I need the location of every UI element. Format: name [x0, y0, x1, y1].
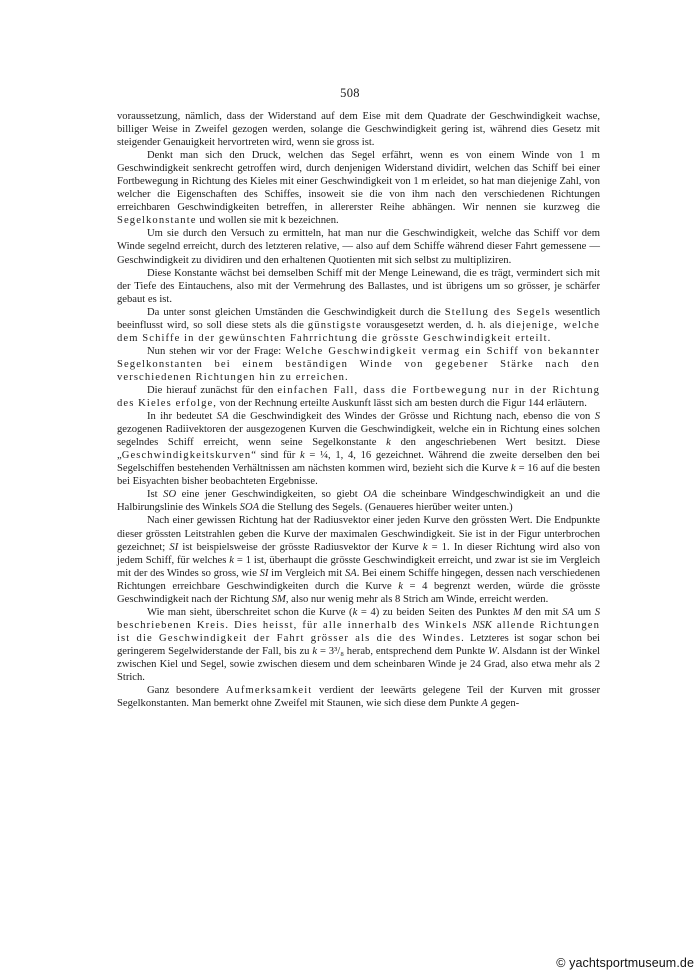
math-symbol: k: [312, 645, 318, 657]
page-number: 508: [340, 86, 360, 100]
paragraph: [117, 488, 600, 514]
text-run: = 4 begrenzt werden, würde die grösste Geschwindigkeit nach der Richtung: [117, 580, 601, 605]
math-symbol: k: [422, 541, 428, 553]
text-run: um: [573, 606, 595, 618]
paragraph: [117, 306, 600, 345]
text-run: von der Rechnung erteilte Auskunft lässt sich am besten durch die Figur 144 erläutern.: [217, 398, 587, 410]
math-symbol: SOA: [239, 502, 260, 514]
text-run: den mit: [522, 606, 563, 618]
spaced-term: Geschwindigkeitskurven: [121, 450, 252, 462]
math-symbol: NSK: [472, 619, 492, 631]
text-run: = 1 ist, überhaupt die grösste Geschwindigkeit erreicht, und zwar ist sie im Vergleich mit der des Windes so gross, wie: [117, 554, 601, 579]
math-symbol: SA: [216, 411, 229, 423]
paragraph: [117, 410, 600, 488]
math-symbol: OA: [363, 489, 378, 501]
text-run: die Geschwindigkeit des Windes der Grösse und Richtung nach, ebenso die von: [228, 411, 595, 423]
text-run: , also nur wenig mehr als 8 Strich am Winde, erreicht werden.: [285, 593, 549, 605]
math-symbol: A: [481, 698, 488, 710]
math-symbol: SI: [169, 541, 179, 553]
math-symbol: k: [300, 450, 305, 462]
text-run: In ihr bedeutet: [147, 411, 217, 423]
math-symbol: k: [386, 437, 391, 449]
spaced-term: diejenige, welche dem Schiffe in der gewünschten Fahrrichtung die grösste Geschwindigkeit erteilt.: [117, 319, 600, 344]
text-run: die Stellung des Segels. (Genaueres hierüber weiter unten.): [259, 502, 513, 514]
spaced-term: Aufmerksamkeit: [225, 685, 313, 697]
math-symbol: SA: [562, 606, 574, 618]
spaced-term: Segelkonstante: [117, 215, 197, 227]
watermark: © yachtsportmuseum.de: [556, 956, 694, 970]
text-run: Um sie durch den Versuch zu ermitteln, hat man nur die Geschwindigkeit, welche das Schiff vor dem Winde segelnd erreicht, durch des letzteren relative, — also auf dem Schiffe während dieser Fahrt gemessene — Geschwindigkeit zu dividiren und den erhaltenen Quotienten mit sich selbst zu multipliziren.: [117, 228, 600, 266]
text-run: verdient der leewärts gelegene Teil der Kurven mit grosser Segelkonstanten. Man bemerkt ohne Zweifel mit Staunen, wie sich diese dem Punkte: [117, 685, 601, 710]
math-symbol: M: [513, 606, 523, 618]
math-symbol: SO: [163, 489, 177, 501]
paragraph: [117, 110, 600, 149]
text-run: “ sind für: [251, 450, 301, 462]
math-symbol: W: [488, 645, 497, 657]
paragraph: [117, 267, 600, 306]
text-run: = ¼, 1, 4, 16 gezeichnet. Während die zweite derselben den bei Segelschiffen bestehenden Verhältnissen am nächsten kommen wird, bezieht sich die Kurve: [117, 450, 600, 475]
text-run: = 4) zu beiden Seiten des Punktes: [357, 606, 514, 618]
text-run: Letzteres ist sogar schon bei geringerem Segelwiderstande der Fall, bis zu: [117, 632, 600, 657]
math-symbol: k: [229, 554, 234, 566]
text-run: Denkt man sich den Druck, welchen das Segel erfährt, wenn es von einem Winde von 1 m Geschwindigkeit senkrecht getroffen wird, durch denjenigen Widerstand dividirt, welchen das Schiff bei einer Fortbewegung in Richtung des Kieles mit einer Geschwindigkeit von 1 m erleidet, so hat man diejenige Zahl, von welcher die Eigenschaften des Schiffes, insoweit sie die von ihm nach den verschiedenen Richtungen erreichbaren Geschwindigkeiten betreffen, in allererster Reihe abhängen. Wir nennen sie kurzweg die: [117, 150, 600, 214]
text-run: = 16 auf die besten bei Eisyachten bisher beobachteten Ergebnisse.: [117, 463, 600, 488]
math-symbol: k: [511, 463, 516, 475]
spaced-term: beschriebenen Kreis. Dies heisst, für alle innerhalb des Winkels: [117, 619, 473, 631]
text-run: = 1. In dieser Richtung wird also von jedem Schiff, für welches: [117, 541, 601, 566]
text-run: im Vergleich mit: [268, 567, 345, 579]
text-run: wesentlich beeinflusst wird, so soll diese stets als die: [117, 306, 601, 331]
spaced-term: Stellung des Segels: [444, 306, 551, 318]
text-run: eine jener Geschwindigkeiten, so giebt: [176, 489, 364, 501]
text-run: gezogenen Radiivektoren der ausgezogenen Kurven die Geschwindigkeit, welche ein in Richtung eines solchen segelndes Schiff erreicht, wenn seine Segelkonstante: [117, 424, 600, 449]
spaced-term: allende Richtungen ist die Geschwindigkeit der Fahrt grösser als die des Windes.: [117, 619, 600, 644]
text-run: Die hierauf zunächst für den: [147, 384, 278, 396]
body-text: [117, 110, 600, 710]
paragraph: [117, 227, 600, 266]
text-run: Ist: [147, 489, 164, 501]
text-run: Nun stehen wir vor der Frage:: [147, 345, 286, 357]
math-symbol: SA: [344, 567, 357, 579]
paragraph: [117, 384, 600, 410]
text-run: Nach einer gewissen Richtung hat der Radiusvektor einer jeden Kurve den grössten Wert. Die Endpunkte dieser grössten Leitstrahlen geben die Kurve der maximalen Geschwindigkeit. Sie ist in der Figur unterbrochen gezeichnet;: [117, 515, 600, 553]
paragraph: [117, 149, 600, 227]
text-run: die scheinbare Windgeschwindigkeit an und die Halbirungslinie des Winkels: [117, 489, 600, 514]
text-run: . Bei einem Schiffe hingegen, dessen nach verschiedenen Richtungen erreichbare Geschwindigkeiten durch die Kurve: [117, 567, 600, 592]
math-symbol: SI: [259, 567, 269, 579]
text-run: ist beispielsweise der grösste Radiusvektor der Kurve: [178, 541, 423, 553]
math-symbol: SM: [271, 593, 286, 605]
text-run: . Alsdann ist der Winkel zwischen Kiel und Segel, sowie zwischen diesem und dem scheinbaren Winde je 24 Grad, also etwa mehr als 2 Strich.: [117, 645, 600, 684]
text-run: Da unter sonst gleichen Umständen die Geschwindigkeit durch die: [147, 306, 445, 318]
text-run: = 3³/₈ herab, entsprechend dem Punkte: [317, 645, 489, 657]
math-symbol: S: [594, 411, 600, 423]
text-run: und wollen sie mit k bezeichnen.: [196, 215, 339, 227]
math-symbol: k: [398, 580, 403, 592]
math-symbol: k: [352, 606, 358, 618]
text-run: Wie man sieht, überschreitet schon die Kurve (: [147, 606, 353, 618]
paragraph: [117, 514, 600, 605]
text-run: den angeschriebenen Wert besitzt. Diese „: [117, 437, 600, 462]
text-run: voraussetzung, nämlich, dass der Widerstand auf dem Eise mit dem Quadrate der Geschwindigkeit wachse, billiger Weise in Zweifel gezogen werden, solange die Geschwindigkeit gering ist, während dies Gesetz mit steigender Genauigkeit hervortreten wird, wenn sie gross ist.: [117, 111, 600, 149]
text-run: vorausgesetzt werden, d. h. als: [361, 319, 506, 331]
paragraph: [117, 345, 600, 384]
spaced-term: günstigste: [307, 319, 362, 331]
paragraph: [117, 684, 600, 710]
spaced-term: einfachen Fall, dass die Fortbewegung nur in der Richtung des Kieles erfolge,: [117, 384, 600, 410]
spaced-term: Welche Geschwindigkeit vermag ein Schiff von bekannter Segelkonstanten bei einem beständigen Winde von gegebener Stärke nach den verschiedenen Richtungen hin zu erreichen.: [117, 345, 600, 383]
paragraph: [117, 606, 600, 684]
text-run: Diese Konstante wächst bei demselben Schiff mit der Menge Leinewand, die es trägt, vermindert sich mit der Tiefe des Eintauchens, also mit der Vermehrung des Ballastes, und ist übrigens um so grösser, je schärfer gebaut es ist.: [117, 267, 600, 305]
math-symbol: S: [594, 606, 600, 618]
text-run: gegen-: [487, 698, 520, 710]
text-run: Ganz besondere: [147, 685, 226, 697]
